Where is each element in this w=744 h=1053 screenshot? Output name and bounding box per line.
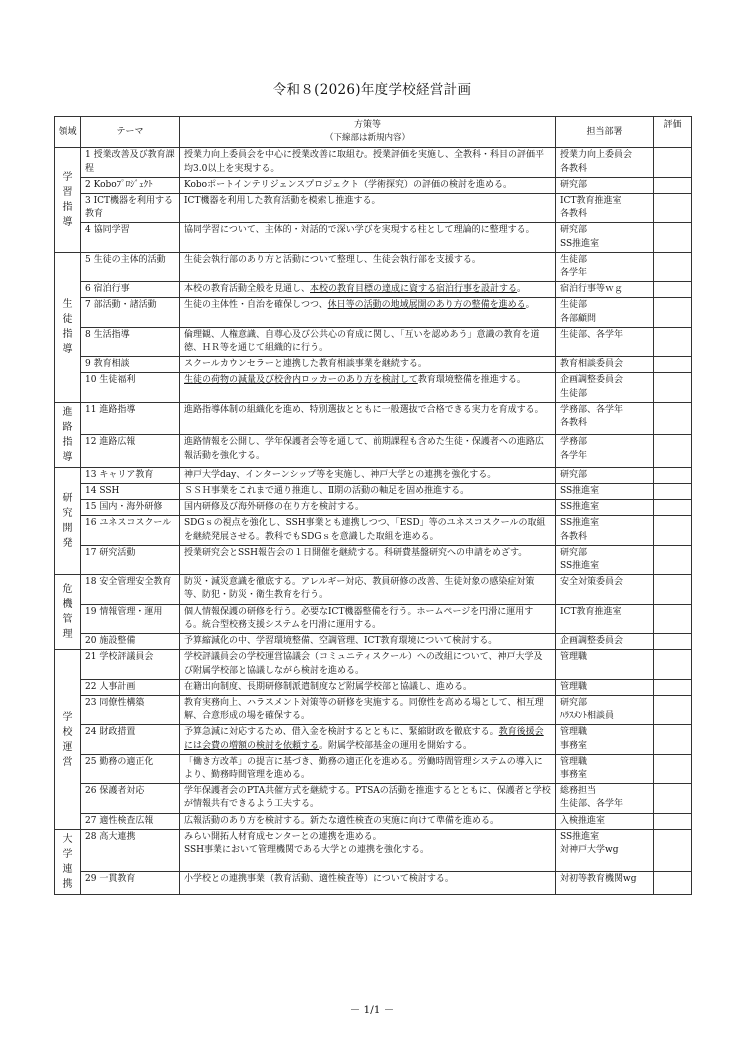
owner-cell: 管理職 <box>556 679 654 695</box>
table-row <box>55 829 692 871</box>
owner-cell: 研究部 ﾊﾗｽﾒﾝﾄ相談員 <box>556 695 654 724</box>
policy-text: ＳＳＨ事業をこれまで通り推進し、Ⅱ期の活動の軸足を固め推進する。 <box>184 486 470 497</box>
eval-cell <box>654 282 692 298</box>
theme-cell: 12 進路広報 <box>81 435 180 468</box>
policy-cell <box>180 575 556 604</box>
page-footer: － 1/1 － <box>349 1004 395 1016</box>
policy-text: 。 <box>525 300 535 311</box>
eval-cell <box>654 484 692 500</box>
theme-cell: 13 キャリア教育 <box>81 467 180 483</box>
table-row <box>55 223 692 252</box>
policy-cell <box>180 725 556 754</box>
table-row <box>55 282 692 298</box>
theme-cell: 16 ユネスコスクール <box>81 516 180 545</box>
header-domain <box>55 117 81 148</box>
eval-cell <box>654 373 692 402</box>
policy-text: みらい開拓人材育成センターとの連携を進める。 SSH事業において管理機関である大学との連携を強化する。 <box>184 831 430 855</box>
policy-text: 生徒会執行部のあり方と活動について整理し、生徒会執行部を支援する。 <box>184 254 481 265</box>
policy-cell <box>180 223 556 252</box>
theme-cell: 21 学校評議員会 <box>81 650 180 679</box>
header-policy <box>180 117 556 148</box>
theme-cell: 8 生活指導 <box>81 327 180 356</box>
policy-text: SDGｓの視点を強化し、SSH事業とも連携しつつ、「ESD」等のユネスコスクールの取組を継続発展させる。教科でもSDGｓを意識した取組を進める。 <box>184 518 546 542</box>
policy-text: Koboポートインテリジェンスプロジェクト（学術探究）の評価の検討を進める。 <box>184 179 513 190</box>
theme-cell: 28 高大連携 <box>81 829 180 871</box>
header-policy-text: 方策等 <box>353 120 381 130</box>
owner-cell: SS推進室 <box>556 500 654 516</box>
policy-cell <box>180 402 556 435</box>
table-row <box>55 725 692 754</box>
header-policy-note: （下線部は新規内容） <box>324 133 410 144</box>
owner-cell: 対初等教育機関wg <box>556 871 654 894</box>
policy-cell <box>180 516 556 545</box>
theme-cell: 1 授業改善及び教育課程 <box>81 148 180 177</box>
table-row <box>55 500 692 516</box>
management-plan-table <box>54 116 692 895</box>
table-row <box>55 327 692 356</box>
policy-text: 防災・減災意識を徹底する。アレルギー対応、教員研修の改善、生徒対象の感染症対策等、防犯・防災・衛生教育を行う。 <box>184 577 535 601</box>
domain-cell <box>55 467 81 574</box>
policy-cell <box>180 252 556 281</box>
policy-new-content: 教育後援会には会費の増額の検討を依頼する <box>184 727 544 751</box>
policy-new-content: 休日等の活動の地域展開のあり方の整備を進める <box>327 300 526 311</box>
table-header-row <box>55 117 692 148</box>
table-row <box>55 545 692 574</box>
policy-text: 予算縮減化の中、学習環境整備、空調管理、ICT教育環境について検討する。 <box>184 636 498 647</box>
header-theme: テーマ <box>81 117 180 148</box>
owner-cell: 管理職 事務室 <box>556 725 654 754</box>
policy-cell <box>180 298 556 327</box>
table-row <box>55 650 692 679</box>
theme-cell: 23 同僚性構築 <box>81 695 180 724</box>
eval-cell <box>654 500 692 516</box>
domain-label: 学 習 指 導 <box>62 172 73 229</box>
theme-cell: 7 部活動・諸活動 <box>81 298 180 327</box>
theme-cell: 15 国内・海外研修 <box>81 500 180 516</box>
theme-cell: 27 適性検査広報 <box>81 813 180 829</box>
policy-text: 協同学習について、主体的・対話的で深い学びを実現する柱として理論的に整理する。 <box>184 225 535 236</box>
eval-cell <box>654 813 692 829</box>
policy-cell <box>180 650 556 679</box>
policy-cell <box>180 679 556 695</box>
header-owner: 担当部署 <box>556 117 654 148</box>
theme-cell: 14 SSH <box>81 484 180 500</box>
table-body <box>55 148 692 894</box>
eval-cell <box>654 148 692 177</box>
policy-text: 小学校との連携事業（教育活動、適性検査等）について検討する。 <box>184 873 454 884</box>
policy-new-content: 生徒の荷物の減量及び校舎内ロッカーのあり方を検討して <box>184 375 418 386</box>
eval-cell <box>654 754 692 783</box>
eval-cell <box>654 327 692 356</box>
eval-cell <box>654 829 692 871</box>
theme-cell: 11 進路指導 <box>81 402 180 435</box>
owner-cell: 生徒部、各学年 <box>556 327 654 356</box>
table-row <box>55 298 692 327</box>
owner-cell: 授業力向上委員会 各教科 <box>556 148 654 177</box>
eval-cell <box>654 467 692 483</box>
policy-cell <box>180 282 556 298</box>
policy-cell <box>180 604 556 633</box>
owner-cell: SS推進室 対神戸大学wg <box>556 829 654 871</box>
owner-cell: SS推進室 <box>556 484 654 500</box>
eval-cell <box>654 223 692 252</box>
owner-cell: ICT教育推進室 <box>556 604 654 633</box>
eval-cell <box>654 545 692 574</box>
eval-cell <box>654 177 692 193</box>
owner-cell: 研究部 <box>556 467 654 483</box>
page-title: 令和８(2026)年度学校経営計画 <box>272 82 472 98</box>
table-row <box>55 373 692 402</box>
eval-cell <box>654 725 692 754</box>
eval-cell <box>654 650 692 679</box>
theme-cell: 25 勤務の適正化 <box>81 754 180 783</box>
policy-cell <box>180 435 556 468</box>
domain-label: 進 路 指 導 <box>62 406 73 463</box>
policy-text: 授業力向上委員会を中心に授業改善に取組む。授業評価を実施し、全教科・科目の評価平均3.0以上を実現する。 <box>184 150 545 174</box>
policy-text: スクールカウンセラーと連携した教育相談事業を継続する。 <box>184 359 427 370</box>
owner-cell: 学務部 各学年 <box>556 435 654 468</box>
domain-cell <box>55 402 81 467</box>
table-row <box>55 679 692 695</box>
policy-text: ICT機器を利用した教育活動を模索し推進する。 <box>184 196 381 207</box>
domain-label: 生 徒 指 導 <box>62 299 73 356</box>
policy-cell <box>180 695 556 724</box>
policy-cell <box>180 754 556 783</box>
theme-cell: 2 Koboﾌﾟﾛｼﾞｪｸﾄ <box>81 177 180 193</box>
eval-cell <box>654 435 692 468</box>
policy-text: 予算急減に対応するため、借入金を検討するとともに、緊縮財政を徹底する。 <box>184 727 499 738</box>
policy-cell <box>180 871 556 894</box>
owner-cell: 学務部、各学年 各教科 <box>556 402 654 435</box>
policy-text: 神戸大学day、インターンシップ等を実施し、神戸大学との連携を強化する。 <box>184 469 497 480</box>
owner-cell: 管理職 事務室 <box>556 754 654 783</box>
eval-cell <box>654 604 692 633</box>
table-row <box>55 402 692 435</box>
theme-cell: 9 教育相談 <box>81 357 180 373</box>
policy-text: 。 <box>517 284 527 295</box>
eval-cell <box>654 575 692 604</box>
theme-cell: 3 ICT機器を利用する教育 <box>81 194 180 223</box>
eval-cell <box>654 871 692 894</box>
table-row <box>55 575 692 604</box>
owner-cell: 管理職 <box>556 650 654 679</box>
eval-cell <box>654 784 692 813</box>
theme-cell: 29 一貫教育 <box>81 871 180 894</box>
table-row <box>55 604 692 633</box>
table-row <box>55 177 692 193</box>
policy-cell <box>180 357 556 373</box>
theme-cell: 6 宿泊行事 <box>81 282 180 298</box>
policy-text: 授業研究会とSSH報告会の１日開催を継続する。科研費基盤研究への申請をめざす。 <box>184 547 528 558</box>
theme-cell: 24 財政措置 <box>81 725 180 754</box>
theme-cell: 4 協同学習 <box>81 223 180 252</box>
domain-cell <box>55 148 81 252</box>
eval-cell <box>654 679 692 695</box>
policy-text: 進路指導体制の組織化を進め、特別選抜とともに一般選抜で合格できる実力を育成する。 <box>184 404 544 415</box>
header-eval: 評価 <box>654 117 692 148</box>
policy-text: 個人情報保護の研修を行う。必要なICT機器整備を行う。ホームページを円滑に運用する。統合型校務支援システムを円滑に運用する。 <box>184 606 534 630</box>
owner-cell: SS推進室 各教科 <box>556 516 654 545</box>
theme-cell: 18 安全管理安全教育 <box>81 575 180 604</box>
domain-label: 学 校 運 営 <box>62 711 73 768</box>
policy-text: 国内研修及び海外研修の在り方を検討する。 <box>184 502 365 513</box>
owner-cell: 宿泊行事等ｗｇ <box>556 282 654 298</box>
owner-cell: 企画調整委員会 <box>556 634 654 650</box>
policy-cell <box>180 545 556 574</box>
policy-text: 広報活動のあり方を検討する。新たな適性検査の実施に向けて準備を進める。 <box>184 815 500 826</box>
theme-cell: 20 施設整備 <box>81 634 180 650</box>
theme-cell: 17 研究活動 <box>81 545 180 574</box>
policy-cell <box>180 327 556 356</box>
policy-text: 進路情報を公開し、学年保護者会等を通して、前期課程も含めた生徒・保護者への進路広報活動を強化する。 <box>184 437 544 461</box>
table-row <box>55 634 692 650</box>
theme-cell: 22 人事計画 <box>81 679 180 695</box>
eval-cell <box>654 402 692 435</box>
owner-cell: 生徒部 各学年 <box>556 252 654 281</box>
eval-cell <box>654 634 692 650</box>
policy-cell <box>180 148 556 177</box>
domain-cell <box>55 650 81 829</box>
owner-cell: 総務担当 生徒部、各学年 <box>556 784 654 813</box>
policy-cell <box>180 177 556 193</box>
table-row <box>55 194 692 223</box>
table-row <box>55 516 692 545</box>
eval-cell <box>654 252 692 281</box>
owner-cell: 研究部 SS推進室 <box>556 545 654 574</box>
table-row <box>55 435 692 468</box>
table-row <box>55 252 692 281</box>
policy-text: 在籍出向制度、長期研修制派遣制度など附属学校部と協議し、進める。 <box>184 681 473 692</box>
owner-cell: 研究部 SS推進室 <box>556 223 654 252</box>
domain-label: 大 学 連 携 <box>62 833 73 890</box>
policy-cell <box>180 500 556 516</box>
table-row <box>55 813 692 829</box>
theme-cell: 26 保護者対応 <box>81 784 180 813</box>
owner-cell: 入検推進室 <box>556 813 654 829</box>
policy-text: 学校評議員会の学校運営協議会（コミュニティスクール）への改組について、神戸大学及び附属学校部と協議しながら検討を進める。 <box>184 652 543 676</box>
domain-label: 研 究 開 発 <box>62 493 73 550</box>
eval-cell <box>654 298 692 327</box>
policy-cell <box>180 373 556 402</box>
owner-cell: 生徒部 各部顧問 <box>556 298 654 327</box>
policy-cell <box>180 634 556 650</box>
table-row <box>55 148 692 177</box>
table-row <box>55 695 692 724</box>
policy-cell <box>180 813 556 829</box>
policy-text: 本校の教育活動全般を見通し、 <box>184 284 311 295</box>
table-row <box>55 484 692 500</box>
header-domain-text: 領域 <box>58 126 77 137</box>
policy-cell <box>180 784 556 813</box>
theme-cell: 5 生徒の主体的活動 <box>81 252 180 281</box>
owner-cell: ICT教育推進室 各教科 <box>556 194 654 223</box>
policy-text: 学年保護者会のPTA共催方式を継続する。PTSAの活動を推進するとともに、保護者と学校が情報共有できるよう工夫する。 <box>184 786 551 810</box>
policy-text: 教育環境整備を推進する。 <box>417 375 526 386</box>
owner-cell: 研究部 <box>556 177 654 193</box>
policy-cell <box>180 194 556 223</box>
policy-cell <box>180 484 556 500</box>
eval-cell <box>654 516 692 545</box>
eval-cell <box>654 194 692 223</box>
domain-label: 危 機 管 理 <box>62 584 73 641</box>
policy-text: 「働き方改革」の提言に基づき、勤務の適正化を進める。労働時間管理システムの導入により、勤務時間管理を進める。 <box>184 756 543 780</box>
eval-cell <box>654 357 692 373</box>
table-row <box>55 467 692 483</box>
domain-cell <box>55 252 81 402</box>
policy-text: 生徒の主体性・自治を確保しつつ、 <box>184 300 328 311</box>
table-row <box>55 871 692 894</box>
owner-cell: 企画調整委員会 生徒部 <box>556 373 654 402</box>
policy-cell <box>180 467 556 483</box>
policy-cell <box>180 829 556 871</box>
eval-cell <box>654 695 692 724</box>
table-row <box>55 357 692 373</box>
policy-text: 教育実務向上、ハラスメント対策等の研修を実施する。同僚性を高める場として、相互理解、合意形成の場を確保する。 <box>184 697 544 722</box>
table-row <box>55 754 692 783</box>
policy-text: 。附属学校部基金の運用を開始する。 <box>319 740 473 751</box>
domain-cell <box>55 575 81 650</box>
theme-cell: 19 情報管理・運用 <box>81 604 180 633</box>
owner-cell: 教育相談委員会 <box>556 357 654 373</box>
domain-cell <box>55 829 81 894</box>
owner-cell: 安全対策委員会 <box>556 575 654 604</box>
theme-cell: 10 生徒福利 <box>81 373 180 402</box>
table-row <box>55 784 692 813</box>
policy-new-content: 本校の教育目標の達成に資する宿泊行事を設計する <box>310 284 518 295</box>
policy-text: 倫理観、人権意識、自尊心及び公共心の育成に関し、「互いを認めあう」意識の教育を道徳、ＨＲ等を通じて組織的に行う。 <box>184 329 540 354</box>
